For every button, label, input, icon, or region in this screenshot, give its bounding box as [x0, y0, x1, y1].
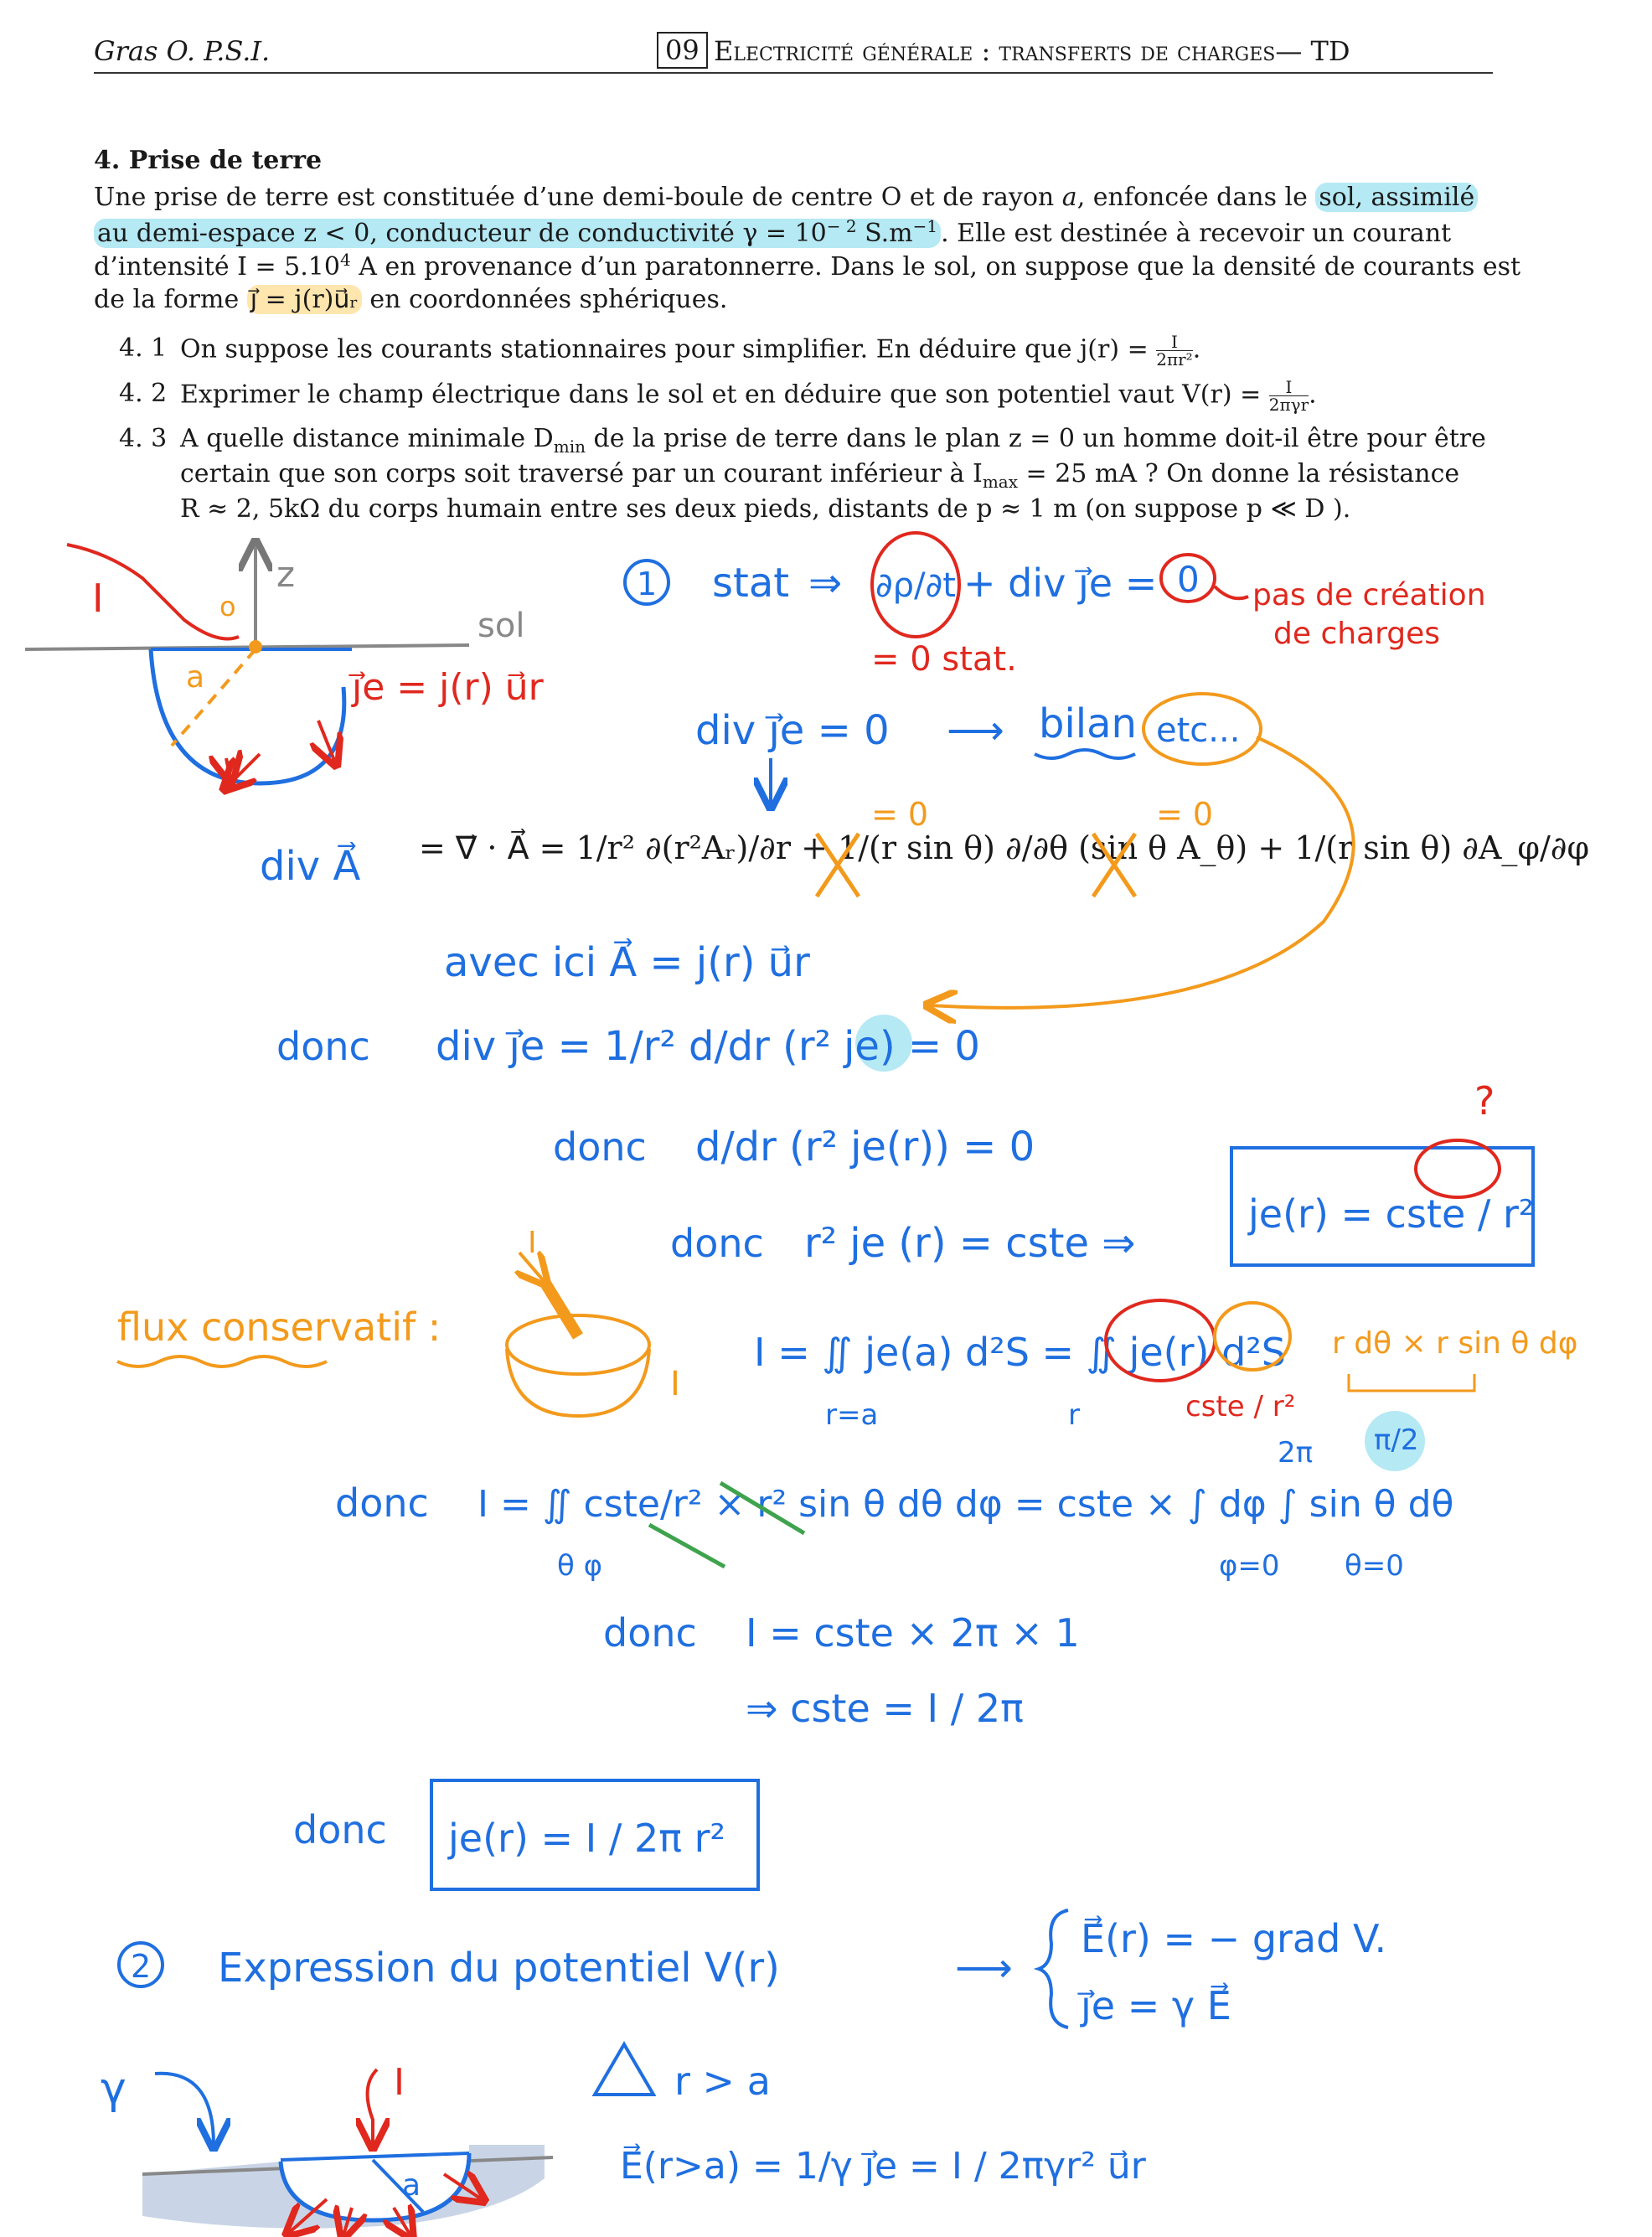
je-cste-r2: je(r) = cste / r² [1248, 1191, 1535, 1237]
zero: 0 [1177, 559, 1200, 600]
exponent: −1 [912, 216, 938, 236]
eq-zero-theta: = 0 [871, 796, 929, 833]
dS-expr: r dθ × r sin θ dφ [1332, 1326, 1578, 1361]
step-2 [119, 1910, 1386, 2188]
donc: donc [553, 1124, 647, 1170]
upper-pi2: π/2 [1374, 1423, 1419, 1457]
header-title: Electricité générale : transferts de charges— TD [714, 35, 1350, 67]
je-gamma-E: j⃗e = γ E⃗ [1081, 1983, 1231, 2028]
cste-expr: ⇒ cste = I / 2π [746, 1686, 1024, 1731]
question-text: On suppose les courants stationnaires pour simplifier. En déduire que j(r) = [180, 334, 1157, 364]
r2-je-cste: r² je (r) = cste ⇒ [804, 1220, 1136, 1267]
intro-text: en coordonnées sphériques. [361, 285, 728, 314]
arrow: ⟶ [955, 1945, 1013, 1992]
eq-zero-phi: = 0 [1156, 796, 1214, 833]
flux-label: flux conservatif : [117, 1304, 441, 1350]
zero-stat: = 0 stat. [871, 640, 1017, 679]
orange-connector [930, 737, 1354, 1008]
subscript: max [982, 472, 1018, 492]
label-I: I [394, 2061, 405, 2104]
integral-expr: I = ∬ cste/r² × r² sin θ dθ dφ = cste × ∫ dφ ∫ sin θ dθ [478, 1483, 1454, 1526]
mortar-top [507, 1315, 649, 1374]
step-1 [625, 533, 1486, 679]
donc: donc [603, 1610, 697, 1656]
div-A-line [260, 796, 1213, 896]
E-field-expr: E⃗(r>a) = 1/γ j⃗e = I / 2πγr² u⃗r [620, 2145, 1146, 2188]
flux-integral: I = ∬ je(a) d²S = ∬ je(r) d²S [754, 1330, 1286, 1375]
bilan: bilan [1039, 700, 1137, 747]
etc: etc... [1156, 711, 1241, 750]
step-number: 1 [637, 566, 658, 602]
je-final: je(r) = I / 2π r² [448, 1816, 725, 1861]
div-je-expr: div j⃗e = 1/r² d/dr (r² je) = 0 [436, 1023, 980, 1070]
label-o: o [219, 591, 236, 623]
question-4-3-line-3: R ≈ 2, 5kΩ du corps humain entre ses deux pieds, distants de p ≈ 1 m (on suppose p ≪ D ). [180, 494, 1351, 524]
donc: donc [293, 1807, 387, 1852]
intro-text: A en provenance d’un paratonnerre. Dans le sol, on suppose que la densité de courants est [350, 252, 1521, 282]
donc: donc [276, 1024, 370, 1069]
label-sol: sol [478, 607, 525, 645]
E-grad-V: E⃗(r) = − grad V. [1081, 1916, 1387, 1961]
center-point [249, 640, 262, 654]
bound-theta: θ=0 [1345, 1549, 1404, 1583]
drho-dt: ∂ρ/∂t [875, 566, 956, 605]
intro-text: . Elle est destinée à recevoir un courant [941, 219, 1452, 248]
donc: donc [670, 1221, 764, 1266]
intro-text: Une prise de terre est constituée d’une demi-boule de centre O et de rayon [94, 183, 1062, 212]
label-I: I [528, 1226, 537, 1260]
question-number: 4. 1 [119, 333, 168, 363]
exponent: 4 [339, 250, 351, 270]
diagram-hemisphere-2 [101, 2061, 553, 2237]
upper-2pi: 2π [1278, 1436, 1314, 1470]
bounds-theta-phi: θ φ [557, 1549, 603, 1583]
intro-text: de la forme [94, 285, 247, 314]
highlight-sol: sol, assimilé [1315, 183, 1478, 212]
stat-label: stat [712, 560, 790, 607]
question-number: 4. 3 [119, 424, 168, 453]
question-text: de la prise de terre dans le plan z = 0 un homme doit-il être pour être [586, 424, 1486, 453]
intro-text: d’intensité I = 5.10 [94, 252, 340, 282]
frac-den: 2πr² [1156, 349, 1193, 369]
question-end: . [1309, 380, 1317, 410]
bound-r-a: r=a [825, 1398, 879, 1432]
subscript: min [553, 437, 586, 457]
note-de-charges: de charges [1273, 617, 1441, 651]
label-a: a [186, 660, 205, 695]
intro-text: S.m [856, 219, 913, 248]
bilan-underline [1035, 750, 1135, 758]
implies-arrow: ⇒ [808, 560, 843, 607]
current-arrow [226, 758, 230, 779]
I-eq-expr: I = cste × 2π × 1 [746, 1610, 1080, 1656]
avec-ici: avec ici A⃗ = j(r) u⃗r [444, 939, 810, 986]
div-A: div A⃗ [260, 843, 361, 890]
bound-r: r [1068, 1398, 1080, 1432]
step-2-title: Expression du potentiel V(r) [218, 1945, 780, 1992]
cancel-r2 [649, 1525, 725, 1567]
exponent: − 2 [826, 216, 857, 236]
highlight-current-density: j⃗ = j(r)u⃗ᵣ [247, 285, 362, 314]
intro-text: au demi-espace z < 0, conducteur de conductivité γ = 10 [97, 219, 827, 248]
gamma-arrow [155, 2074, 214, 2145]
label-z: z [276, 554, 296, 595]
question-text: certain que son corps soit traversé par un courant inférieur à I [180, 459, 983, 488]
div-je-eq-0: div j⃗e = 0 [695, 707, 890, 754]
system-brace [1039, 1910, 1068, 2028]
section-title: 4. Prise de terre [94, 146, 323, 175]
r-gt-a: r > a [674, 2059, 771, 2104]
note-connector [1215, 586, 1248, 598]
question-number: 4. 2 [119, 379, 168, 408]
note-pas-creation: pas de création [1252, 578, 1486, 612]
frac-num: I [1269, 379, 1309, 396]
header-author: Gras O. P.S.I. [94, 35, 271, 67]
d-dr-expr: d/dr (r² je(r)) = 0 [695, 1124, 1035, 1170]
warning-triangle [595, 2044, 653, 2095]
label-je: j⃗e = j(r) u⃗r [352, 666, 544, 709]
formula-lhs: = ∇⃗ · A⃗ = [419, 829, 576, 866]
label-I: I [92, 576, 104, 621]
cste-r2: cste / r² [1185, 1390, 1296, 1423]
current-in-arrow-2 [368, 2069, 377, 2145]
div-je-expr: + div j⃗e = [963, 561, 1158, 606]
label-I: I [670, 1365, 680, 1403]
question-text: Exprimer le champ électrique dans le sol et en déduire que son potentiel vaut V(r) = [180, 380, 1269, 410]
diagram-hemisphere-1 [25, 545, 545, 788]
formula-term-theta: + 1/(r sin θ) ∂/∂θ (sin θ A_θ) [801, 829, 1248, 866]
question-text: = 25 mA ? On donne la résistance [1018, 459, 1460, 488]
radius-a [172, 649, 256, 746]
arrow: ⟶ [947, 707, 1004, 754]
intro-var-a: a [1061, 183, 1077, 212]
label-gamma: γ [101, 2064, 126, 2114]
step-number: 2 [131, 1948, 152, 1985]
label-a: a [402, 2168, 421, 2203]
donc: donc [335, 1480, 429, 1526]
formula-term-r: 1/r² ∂(r²Aᵣ)/∂r [576, 829, 791, 866]
formula-term-phi: + 1/(r sin θ) ∂A_φ/∂φ [1257, 829, 1590, 866]
mortar-bowl [507, 1349, 649, 1416]
dS-bracket [1349, 1374, 1474, 1391]
header-number: 09 [657, 32, 708, 69]
pestle [545, 1282, 578, 1336]
question-text: A quelle distance minimale D [180, 424, 554, 453]
question-mark: ? [1474, 1078, 1495, 1124]
question-end: . [1192, 334, 1201, 364]
frac-num: I [1156, 333, 1192, 351]
frac-den: 2πγr [1268, 395, 1309, 415]
intro-text: , enfoncée dans le [1076, 183, 1316, 212]
bound-phi: φ=0 [1219, 1549, 1280, 1583]
hemisphere-outline [151, 649, 344, 783]
flux-underline [117, 1356, 327, 1366]
